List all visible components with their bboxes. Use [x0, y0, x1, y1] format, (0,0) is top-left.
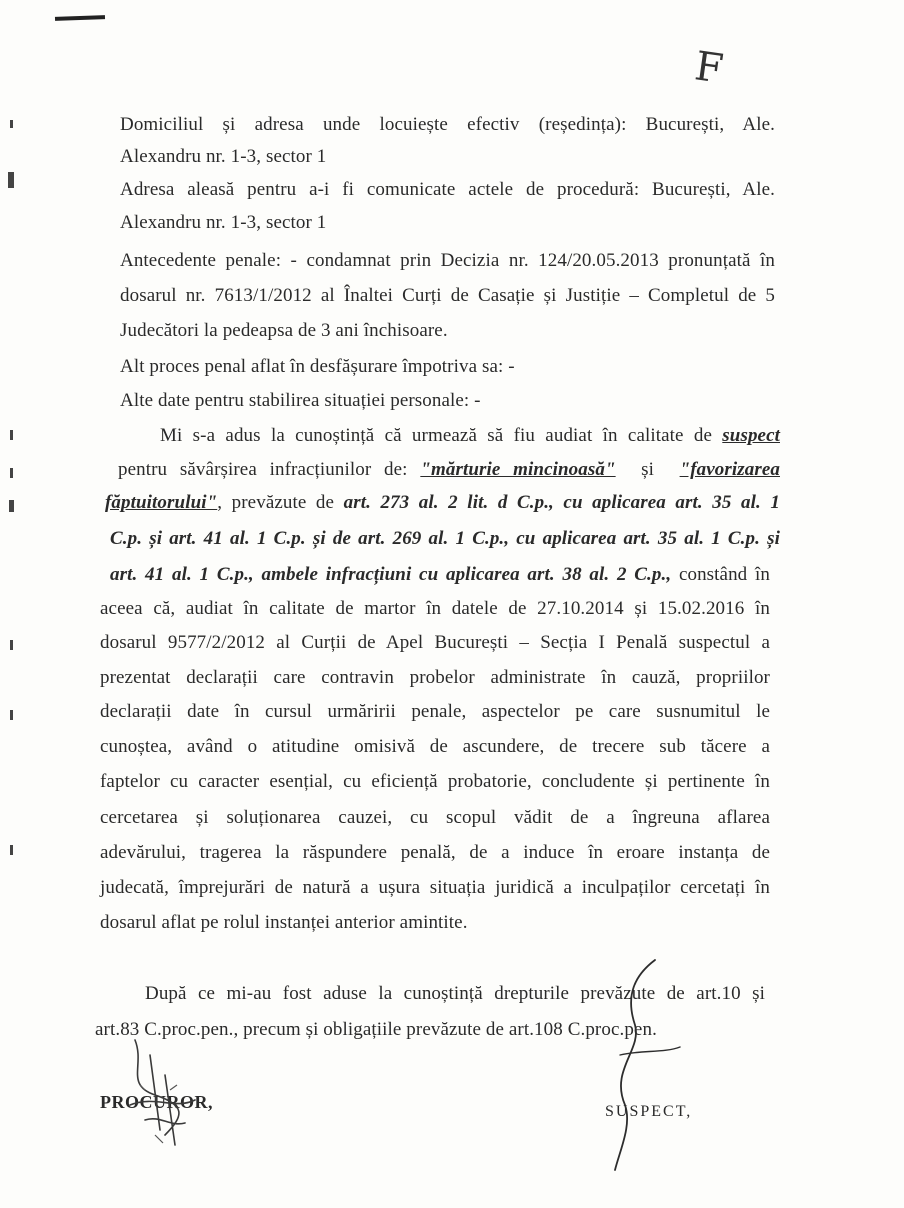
top-left-ink-mark: [55, 15, 105, 21]
notice-text: pentru săvârșirea infracțiunilor de:: [118, 459, 421, 480]
notice-line-10: cunoștea, având o atitudine omisivă de ascundere, de trecere sub tăcere a: [100, 736, 770, 757]
rights-line-2: art.83 C.proc.pen., precum și obligațiile prevăzute de art.108 C.proc.pen.: [95, 1019, 657, 1040]
notice-line-4: C.p. și art. 41 al. 1 C.p. și de art. 269 al. 1 C.p., cu aplicarea art. 35 al. 1 C.p. și: [110, 528, 780, 549]
domicile-line: Domiciliul și adresa unde locuiește efectiv (reședința): București, Ale.: [120, 114, 775, 135]
notice-line-12: cercetarea și soluționarea cauzei, cu scopul vădit de a îngreuna aflarea: [100, 807, 770, 828]
margin-mark: [10, 120, 13, 128]
margin-mark: [10, 710, 13, 720]
criminal-record-line-1: Antecedente penale: - condamnat prin Decizia nr. 124/20.05.2013 pronunțată în: [120, 250, 775, 271]
offense-false-testimony: "mărturie mincinoasă": [420, 459, 616, 480]
other-proceedings-line: Alt proces penal aflat în desfășurare împotriva sa: -: [120, 356, 515, 377]
notice-line-11: faptelor cu caracter esențial, cu eficiență probatorie, concludente și pertinente în: [100, 771, 770, 792]
suspect-label: SUSPECT,: [605, 1103, 693, 1120]
margin-mark: [10, 430, 13, 440]
chosen-address-line: Adresa aleasă pentru a-i fi comunicate actele de procedură: București, Ale.: [120, 179, 775, 200]
notice-line-7: dosarul 9577/2/2012 al Curții de Apel București – Secția I Penală suspectul a: [100, 632, 770, 653]
margin-mark: [10, 845, 13, 855]
chosen-address: Alexandru nr. 1-3, sector 1: [120, 212, 327, 233]
criminal-record-line-2: dosarul nr. 7613/1/2012 al Înaltei Curți de Casație și Justiție – Completul de 5: [120, 285, 775, 306]
offense-favoring-cont: făptuitorului": [105, 492, 218, 513]
prosecutor-label: PROCUROR,: [100, 1092, 213, 1112]
notice-text: constând în: [671, 564, 770, 585]
notice-text: , prevăzute de: [217, 492, 344, 513]
notice-text: și: [615, 459, 680, 480]
prosecutor-signature: [115, 1035, 215, 1150]
suspect-term: suspect: [722, 425, 780, 446]
notice-line-13: adevărului, tragerea la răspundere penală, de a induce în eroare instanța de: [100, 842, 770, 863]
notice-line-15: dosarul aflat pe rolul instanței anterior amintite.: [100, 912, 468, 933]
rights-line-1: După ce mi-au fost aduse la cunoștință drepturile prevăzute de art.10 și: [145, 983, 765, 1004]
suspect-signature: [580, 955, 693, 1175]
offense-favoring: "favorizarea: [679, 459, 780, 480]
notice-line-3: [105, 491, 780, 515]
notice-line-2: [118, 458, 780, 482]
notice-line-14: judecată, împrejurări de natură a ușura situația juridică a inculpaților cercetați în: [100, 877, 770, 898]
domicile-address: Alexandru nr. 1-3, sector 1: [120, 146, 327, 167]
legal-reference: art. 41 al. 1 C.p., ambele infracțiuni cu aplicarea art. 38 al. 2 C.p.,: [110, 564, 672, 585]
notice-line-5: [110, 563, 770, 587]
personal-data-line: Alte date pentru stabilirea situației personale: -: [120, 390, 481, 411]
margin-mark: [10, 468, 13, 478]
legal-reference: art. 273 al. 2 lit. d C.p., cu aplicarea art. 35 al. 1: [343, 492, 780, 513]
margin-mark: [10, 640, 13, 650]
corner-initial-mark: F: [691, 43, 726, 93]
notice-line-6: aceea că, audiat în calitate de martor în datele de 27.10.2014 și 15.02.2016 în: [100, 598, 770, 619]
criminal-record-line-3: Judecători la pedeapsa de 3 ani închisoare.: [120, 320, 448, 341]
margin-mark: [9, 500, 14, 512]
notice-line-9: declarații date în cursul urmăririi penale, aspectelor pe care susnumitul le: [100, 701, 770, 722]
notice-line-8: prezentat declarații care contravin probelor administrate în cauză, propriilor: [100, 667, 770, 688]
notice-line-1: [160, 424, 780, 448]
notice-text: Mi s-a adus la cunoștință că urmează să fiu audiat în calitate de: [160, 425, 723, 446]
margin-mark: [8, 172, 14, 188]
